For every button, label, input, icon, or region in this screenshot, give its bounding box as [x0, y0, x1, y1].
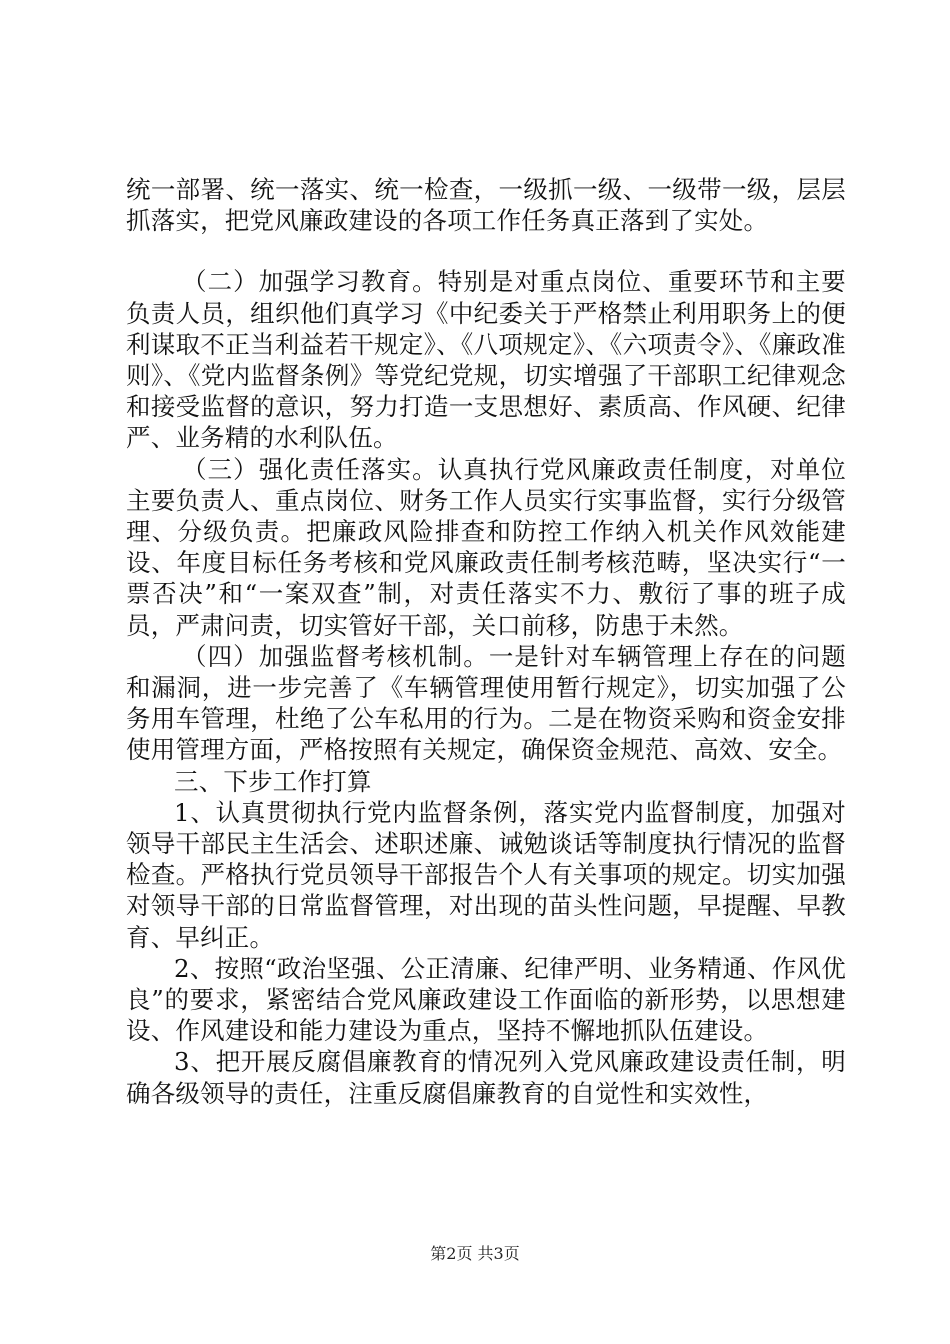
heading-next-steps: 三、下步工作打算: [174, 766, 372, 796]
paragraph-item-3: 3、把开展反腐倡廉教育的情况列入党风廉政建设责任制，明确各级领导的责任，注重反腐倡廉教育的自觉性和实效性，: [126, 1047, 846, 1108]
document-body: [126, 174, 846, 1109]
paragraph-section-3: （三）强化责任落实。认真执行党风廉政责任制度，对单位主要负责人、重点岗位、财务工作人员实行实事监督，实行分级管理、分级负责。把廉政风险排查和防控工作纳入机关作风效能建设、年度目标任务考核和党风廉政责任制考核范畴，坚决实行“一票否决”和“一案双查”制，对责任落实不力、敷衍了事的班子成员，严肃问责，切实管好干部，关口前移，防患于未然。: [126, 454, 846, 640]
page-footer: 第2页 共3页: [430, 1244, 520, 1263]
paragraph-gap: [126, 236, 846, 266]
paragraph-section-4: （四）加强监督考核机制。一是针对车辆管理上存在的问题和漏洞，进一步完善了《车辆管理使用暂行规定》，切实加强了公务用车管理，杜绝了公车私用的行为。二是在物资采购和资金安排使用管理方面，严格按照有关规定，确保资金规范、高效、安全。: [126, 641, 846, 765]
paragraph-continuation: 统一部署、统一落实、统一检查，一级抓一级、一级带一级，层层抓落实，把党风廉政建设的各项工作任务真正落到了实处。: [126, 175, 846, 236]
paragraph-item-2: 2、按照“政治坚强、公正清廉、纪律严明、业务精通、作风优良”的要求，紧密结合党风廉政建设工作面临的新形势，以思想建设、作风建设和能力建设为重点，坚持不懈地抓队伍建设。: [126, 953, 846, 1046]
paragraph-section-2: （二）加强学习教育。特别是对重点岗位、重要环节和主要负责人员，组织他们真学习《中纪委关于严格禁止利用职务上的便利谋取不正当利益若干规定》、《八项规定》、《六项责令》、《廉政准则》、《党内监督条例》等党纪党规，切实增强了干部职工纪律观念和接受监督的意识，努力打造一支思想好、素质高、作风硬、纪律严、业务精的水利队伍。: [126, 267, 846, 453]
paragraph-item-1: 1、认真贯彻执行党内监督条例，落实党内监督制度，加强对领导干部民主生活会、述职述廉、诫勉谈话等制度执行情况的监督检查。严格执行党员领导干部报告个人有关事项的规定。切实加强对领导干部的日常监督管理，对出现的苗头性问题，早提醒、早教育、早纠正。: [126, 797, 846, 952]
